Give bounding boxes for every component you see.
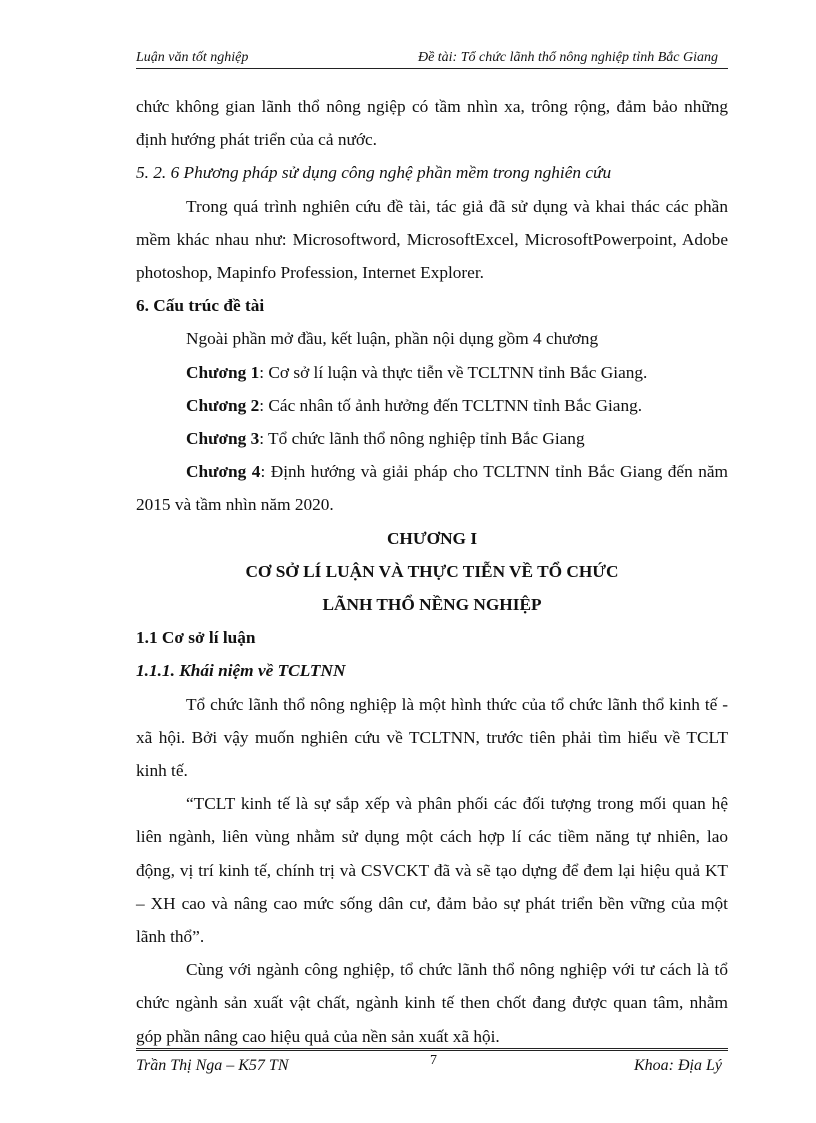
chapter-label: Chương 4 xyxy=(186,462,261,482)
chapter-label: Chương 1 xyxy=(186,362,260,382)
chapter-subtitle-line-1: CƠ SỞ LÍ LUẬN VÀ THỰC TIỄN VỀ TỔ CHỨC xyxy=(245,561,619,581)
chapter-line xyxy=(136,356,728,389)
page-header xyxy=(136,48,728,69)
page-content xyxy=(136,90,728,1053)
paragraph: chức không gian lãnh thổ nông ngiệp có tầm nhìn xa, trông rộng, đảm bảo những định hướng phát triển của cả nước. xyxy=(136,97,728,150)
section-heading-1-1: 1.1 Cơ sở lí luận xyxy=(136,628,256,648)
header-left-text: Luận văn tốt nghiệp xyxy=(136,50,249,65)
chapter-line xyxy=(136,455,728,521)
section-heading-6: 6. Cấu trúc đề tài xyxy=(136,296,265,316)
section-heading-1-1-1: 1.1.1. Khái niệm về TCLTNN xyxy=(136,661,346,681)
header-right-text: Đề tài: Tổ chức lãnh thổ nông nghiệp tỉnh Bắc Giang xyxy=(417,50,718,65)
paragraph: Cùng với ngành công nghiệp, tổ chức lãnh thổ nông nghiệp với tư cách là tổ chức ngành sản xuất vật chất, ngành kinh tế then chốt đang được quan tâm, nhằm góp phần nâng cao hiệu quả của nền sản xuất xã hội. xyxy=(136,960,728,1046)
chapter-text: : Định hướng và giải pháp cho TCLTNN tỉnh Bắc Giang đến năm 2015 và tầm nhìn năm 2020. xyxy=(136,462,728,515)
chapter-text: : Các nhân tố ảnh hưởng đến TCLTNN tỉnh Bắc Giang. xyxy=(259,395,643,415)
chapter-text: : Cơ sở lí luận và thực tiễn về TCLTNN tỉnh Bắc Giang. xyxy=(259,362,648,382)
paragraph: Trong quá trình nghiên cứu đề tài, tác giả đã sử dụng và khai thác các phần mềm khác nhau như: Microsoftword, MicrosoftExcel, MicrosoftPowerpoint, Adobe photoshop, Mapinfo Profession, Internet Explorer. xyxy=(136,196,728,283)
chapter-subtitle-line-2: LÃNH THỔ NỀNG NGHIỆP xyxy=(322,595,542,615)
chapter-line xyxy=(136,389,728,422)
footer-department: Khoa: Địa Lý xyxy=(634,1057,722,1074)
chapter-line xyxy=(136,422,728,455)
section-heading-5-2-6: 5. 2. 6 Phương pháp sử dụng công nghệ phần mềm trong nghiên cứu xyxy=(136,163,612,183)
footer-author: Trần Thị Nga – K57 TN xyxy=(136,1057,289,1074)
paragraph: “TCLT kinh tế là sự sắp xếp và phân phối các đối tượng trong mối quan hệ liên ngành, liên vùng nhằm sử dụng một cách hợp lí các tiềm năng tự nhiên, lao động, vị trí kinh tế, chính trị và CSVCKT đã và sẽ tạo dựng để đem lại hiệu quả KT – XH cao và nâng cao mức sống dân cư, đảm bảo sự phát triển bền vững của một lãnh thổ”. xyxy=(136,794,728,947)
chapter-title: CHƯƠNG I xyxy=(386,528,478,548)
page-footer xyxy=(136,1048,728,1081)
paragraph: Tổ chức lãnh thổ nông nghiệp là một hình thức của tổ chức lãnh thổ kinh tế - xã hội. Bởi vậy muốn nghiên cứu về TCLTNN, trước tiên phải tìm hiểu về TCLT kinh tế. xyxy=(136,694,728,781)
chapter-label: Chương 2 xyxy=(186,395,260,415)
paragraph: Ngoài phần mở đầu, kết luận, phần nội dụng gồm 4 chương xyxy=(186,329,599,349)
page-number: 7 xyxy=(430,1053,437,1068)
chapter-label: Chương 3 xyxy=(186,429,260,449)
chapter-text: : Tổ chức lãnh thổ nông nghiệp tỉnh Bắc Giang xyxy=(259,429,585,449)
